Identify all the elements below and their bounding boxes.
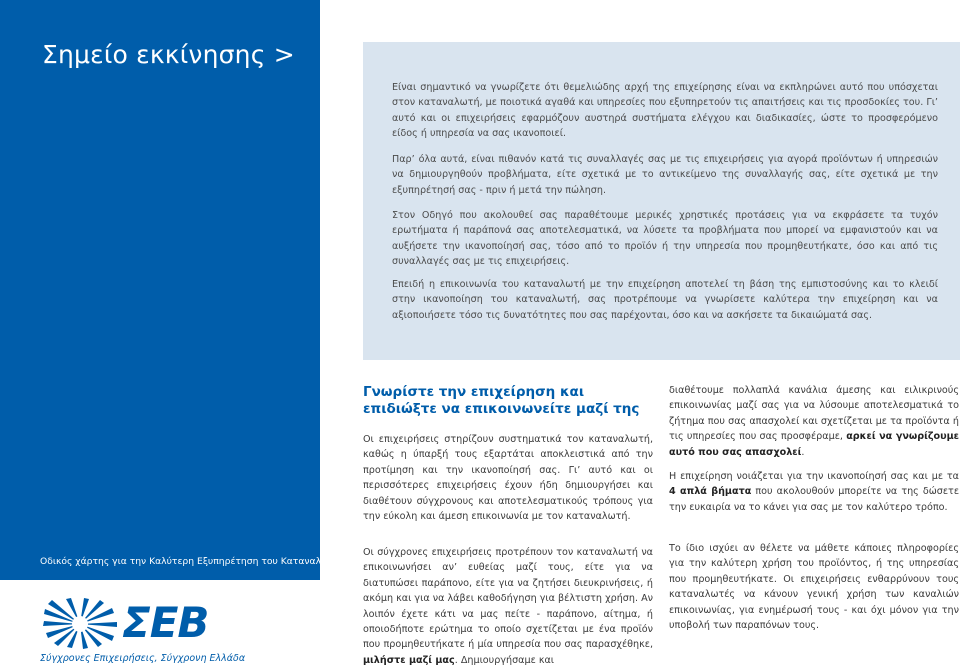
col2-paragraph-1 [669,383,959,460]
intro-paragraph-3: Στον Οδηγό που ακολουθεί σας παραθέτουμε μερικές χρηστικές προτάσεις για να εκφράσετε τα τυχόν ερωτήματα ή παράπονά σας αποτελεσματικά, να λύσετε τα προβλήματα που μπορεί να εμφανιστούν και να αυξήσετε την ικανοποίησή σας, τόσο από το προϊόν ή την υπηρεσία που προμηθευτήκατε, όσο και από τις συναλλαγές σας με τις επιχειρήσεις. [392,210,938,268]
col1-p2-bold: μιλήστε μαζί μας [363,654,455,666]
sev-logo [40,598,260,668]
section-headline: Γνωρίστε την επιχείρηση και επιδιώξτε να επικοινωνείτε μαζί της [363,384,640,417]
sidebar-blue-panel [0,0,320,580]
intro-paragraph-2: Παρ’ όλα αυτά, είναι πιθανόν κατά τις συναλλαγές σας με τις επιχειρήσεις για αγορά προϊόντων ή υπηρεσιών να δημιουργηθούν προβλήματα, είτε σχετικά με το αντικείμενο της συναλλαγής σας, είτε σχετικά με την εξυπηρέτησή σας - πριν ή μετά την πώληση. [392,154,938,196]
col2-p1-text-b: . [801,446,805,458]
col1-paragraph-2 [363,545,653,668]
sidebar [0,0,341,668]
col2-p2-bold: 4 απλά βήματα [669,486,752,498]
page-title: Σημείο εκκίνησης > [42,40,295,69]
intro-paragraph-4: Επειδή η επικοινωνία του καταναλωτή με την επιχείρηση αποτελεί τη βάση της εμπιστοσύνης και το κλειδί στην ικανοποίηση του καταναλωτή, σας προτρέπουμε να γνωρίσετε καλύτερα την επιχείρηση και να αξιοποιήσετε τόσο τις δυνατότητες που σας παρέχονται, όσο και να ασκήσετε τα δικαιώματά σας. [392,279,938,321]
sidebar-caption: Οδικός χάρτης για την Καλύτερη Εξυπηρέτηση του Καταναλωτή [40,556,341,567]
col2-p1-text-a: διαθέτουμε πολλαπλά κανάλια άμεσης και ειλικρινούς επικοινωνίας μαζί σας για να λύσουμε αποτελεσματικά το ζήτημα που σας απασχολεί και σχετίζεται με τα προϊόντα ή τις υπηρεσίες που σας προσφέραμε, [669,385,959,443]
col2-paragraph-2 [669,469,959,515]
col1-p2-text-a: Οι σύγχρονες επιχειρήσεις προτρέπουν τον καταναλωτή να επικοινωνήσει αν’ ευθείας μαζί τους, είτε για να διατυπώσει παράπονο, είτε για να ζητήσει διευκρινήσεις, ή ακόμη και για να λάβει καθοδήγηση για βέλτιστη χρήση. Αν λοιπόν έχετε κάτι να μας πείτε - παράπονο, αίτημα, ή οποιοδήποτε ερώτημα το οποίο σχετίζεται με ένα προϊόν που προμηθευτήκατε ή μία υπηρεσία που σας παρασχέθηκε, [363,547,653,651]
logo-tagline: Σύγχρονες Επιχειρήσεις, Σύγχρονη Ελλάδα [40,653,246,664]
logo-word: ΣΕΒ [122,598,209,647]
col2-paragraph-3: Το ίδιο ισχύει αν θέλετε να μάθετε κάποιες πληροφορίες για την καλύτερη χρήση του προϊόντος, ή της υπηρεσίας που προμηθευτήκατε. Οι επιχειρήσεις ενθαρρύνουν τους καταναλωτές να κάνουν γενική χρήση των καναλιών επικοινωνίας, για ενημέρωσή τους - και όχι μόνον για την υποβολή των παραπόνων τους. [669,543,959,632]
intro-paragraph-1: Είναι σημαντικό να γνωρίζετε ότι θεμελιώδης αρχή της επιχείρησης είναι να εκπληρώνει αυτό που υπόσχεται στον καταναλωτή, με ποιοτικά αγαθά και υπηρεσίες που εξυπηρετούν τις απαιτήσεις και τις προσδοκίες του. Γι’ αυτό και οι επιχειρήσεις εφαρμόζουν αυστηρά συστήματα ελέγχου και διαδικασίες, ώστε το προσφερόμενο είδος ή υπηρεσία να σας ικανοποιεί. [392,82,938,140]
col2-p1-bold: αρκεί να γνωρίζουμε αυτό που σας απασχολεί [669,431,959,458]
col2-p2-text-a: Η επιχείρηση νοιάζεται για την ικανοποίησή σας και με τα [669,471,959,482]
col2-p2-text-b: που ακολουθούν μπορείτε να της δώσετε την ευκαιρία να το κάνει για σας με τον καλύτερο τρόπο. [669,486,960,513]
col1-p2-text-b: . Δημιουργήσαμε και [454,654,555,666]
logo-star-icon [40,598,120,650]
col1-paragraph-1: Οι επιχειρήσεις στηρίζουν συστηματικά τον καταναλωτή, καθώς η ύπαρξή τους εξαρτάται αποκλειστικά από την προτίμηση και την ικανοποίησή σας. Γι’ αυτό και οι περισσότερες επιχειρήσεις έχουν ήδη δημιουργήσει και διαθέτουν σύγχρονους και αποτελεσματικούς τρόπους για την εύκολη και άμεση επικοινωνία με τον καταναλωτή. [363,434,653,523]
